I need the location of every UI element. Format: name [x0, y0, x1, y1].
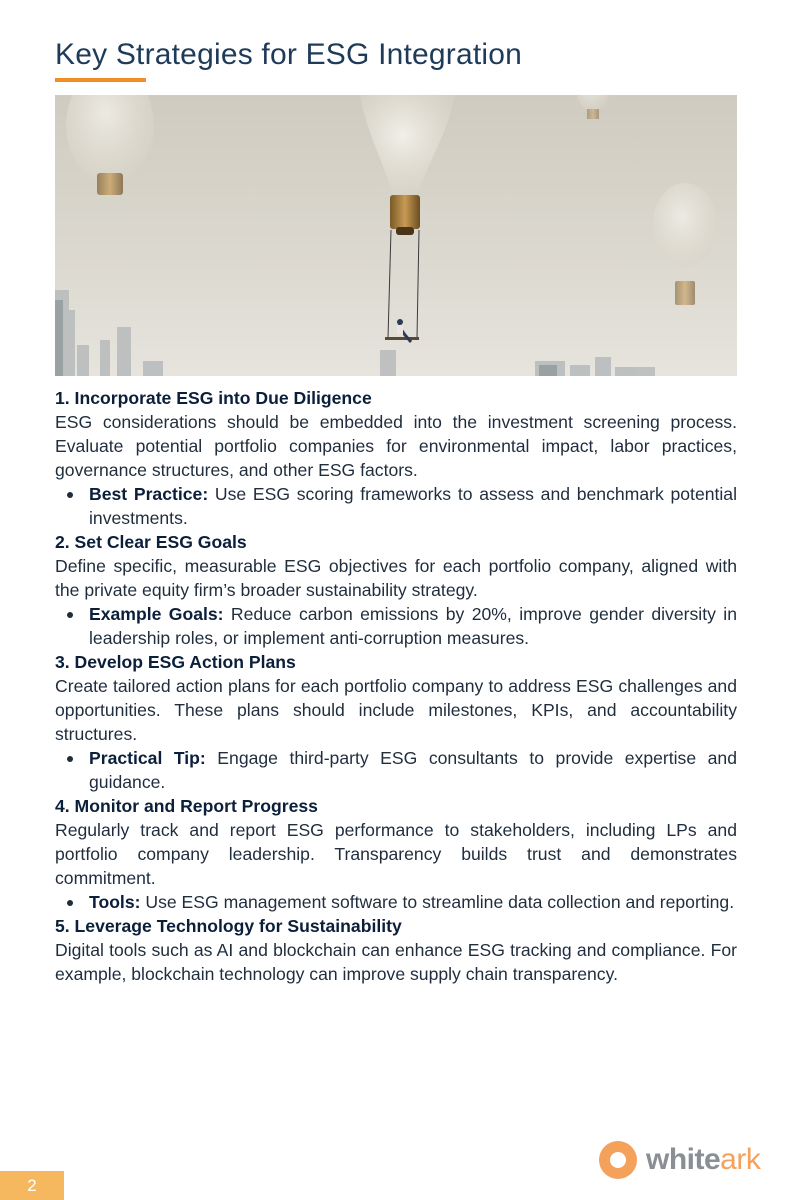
section-4-bullet [55, 890, 737, 914]
content [55, 386, 737, 986]
bullet-label: Example Goals: [89, 604, 224, 624]
section-5-body: Digital tools such as AI and blockchain can enhance ESG tracking and compliance. For example, blockchain technology can improve supply chain transparency. [55, 940, 737, 984]
title-underline [55, 78, 146, 82]
section-3-heading: 3. Develop ESG Action Plans [55, 652, 296, 672]
logo-wordmark [646, 1143, 760, 1177]
bullet-label: Tools: [89, 892, 141, 912]
bullet-label: Practical Tip: [89, 748, 206, 768]
section-2-bullets [55, 602, 737, 650]
section-2-body: Define specific, measurable ESG objectives for each portfolio company, aligned with the private equity firm’s broader sustainability strategy. [55, 556, 737, 600]
whiteark-logo-icon [598, 1140, 638, 1180]
section-4-body: Regularly track and report ESG performance to stakeholders, including LPs and portfolio company leadership. Transparency builds trust and demonstrates commitment. [55, 820, 737, 888]
section-3-bullet [55, 746, 737, 794]
hero-image [55, 95, 737, 376]
logo-part-white: white [646, 1143, 721, 1176]
section-1-bullet [55, 482, 737, 530]
bullet-text: Engage third-party ESG consultants to provide expertise and guidance. [89, 748, 737, 792]
bullet-text: Use ESG management software to streamline data collection and reporting. [140, 892, 735, 912]
section-3-bullets [55, 746, 737, 794]
section-4-bullets [55, 890, 737, 914]
section-3-body: Create tailored action plans for each portfolio company to address ESG challenges and opportunities. These plans should include milestones, KPIs, and accountability structures. [55, 676, 737, 744]
page-number: 2 [0, 1171, 64, 1200]
section-2-bullet [55, 602, 737, 650]
section-1-heading: 1. Incorporate ESG into Due Diligence [55, 388, 372, 408]
section-1-body: ESG considerations should be embedded into the investment screening process. Evaluate potential portfolio companies for environmental impact, labor practices, governance structures, and other ESG factors. [55, 412, 737, 480]
whiteark-logo [598, 1138, 760, 1182]
section-5-heading: 5. Leverage Technology for Sustainability [55, 916, 402, 936]
logo-part-ark: ark [720, 1143, 761, 1176]
bullet-label: Best Practice: [89, 484, 209, 504]
section-4-heading: 4. Monitor and Report Progress [55, 796, 318, 816]
page-title: Key Strategies for ESG Integration [55, 38, 523, 71]
bullet-text: Use ESG scoring frameworks to assess and benchmark potential investments. [89, 484, 737, 528]
bullet-text: Reduce carbon emissions by 20%, improve gender diversity in leadership roles, or implement anti-corruption measures. [89, 604, 737, 648]
section-2-heading: 2. Set Clear ESG Goals [55, 532, 247, 552]
section-1-bullets [55, 482, 737, 530]
